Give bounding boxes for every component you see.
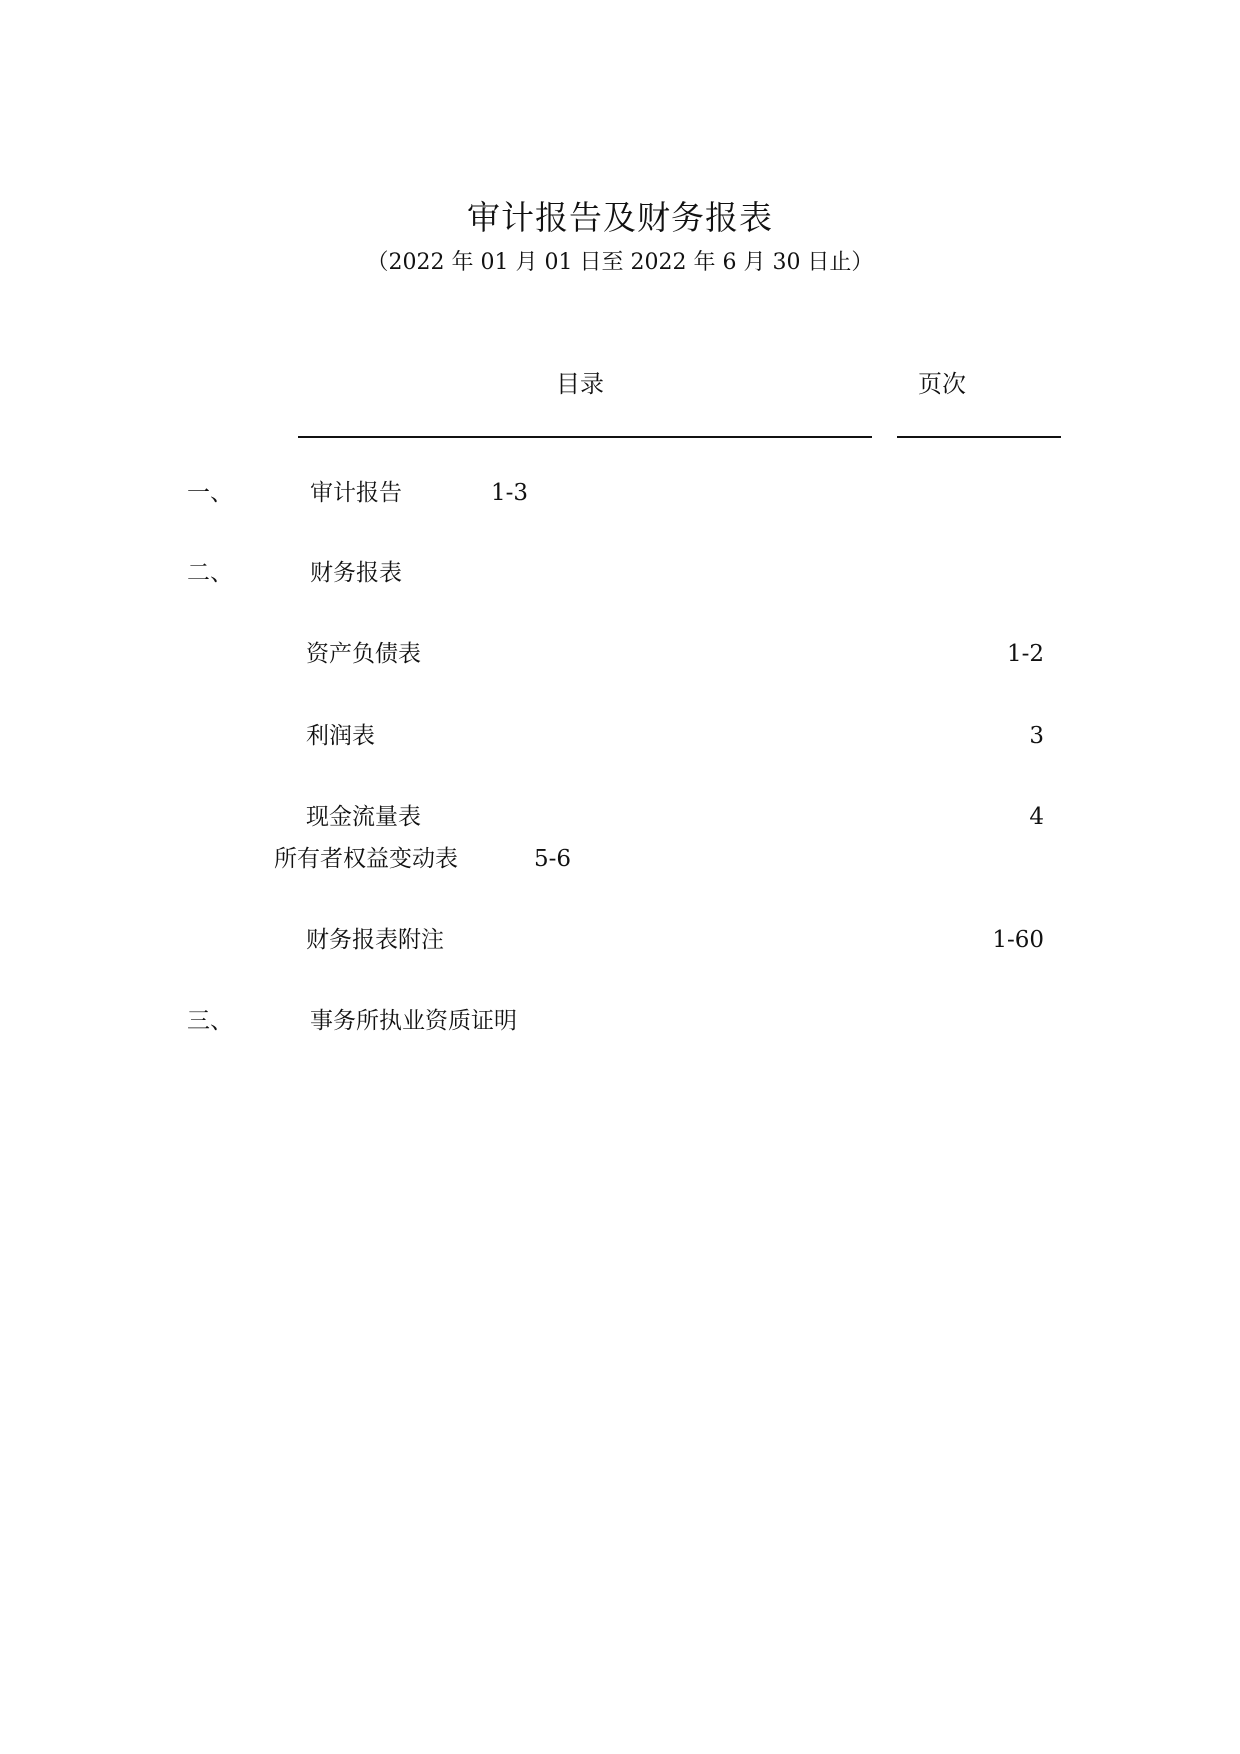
toc-item-cash-flow-statement: 现金流量表	[306, 804, 421, 830]
toc-item-equity-statement: 所有者权益变动表	[274, 846, 458, 872]
toc-item-page: 1-2	[1006, 641, 1044, 667]
toc-item-page: 1-3	[491, 480, 529, 506]
document-title: 审计报告及财务报表	[467, 198, 773, 237]
toc-item-notes: 财务报表附注	[306, 927, 444, 953]
contents-header: 目录	[556, 370, 604, 398]
section-number: 三、	[187, 1008, 233, 1034]
toc-item-page: 3	[1029, 723, 1044, 749]
page-header: 页次	[918, 370, 966, 398]
section-number: 二、	[187, 560, 233, 586]
page-header-rule	[897, 436, 1061, 438]
toc-item-page: 5-6	[534, 846, 572, 872]
toc-item-income-statement: 利润表	[306, 723, 375, 749]
toc-item-page: 4	[1029, 804, 1044, 830]
toc-item-balance-sheet: 资产负债表	[306, 641, 421, 667]
toc-item-audit-report: 审计报告	[310, 480, 402, 506]
toc-item-page: 1-60	[992, 927, 1044, 953]
contents-header-rule	[298, 436, 872, 438]
toc-item-financial-statements: 财务报表	[310, 560, 402, 586]
toc-item-firm-qualification: 事务所执业资质证明	[310, 1008, 517, 1034]
section-number: 一、	[187, 480, 233, 506]
report-period: （2022 年 01 月 01 日至 2022 年 6 月 30 日止）	[366, 250, 874, 275]
